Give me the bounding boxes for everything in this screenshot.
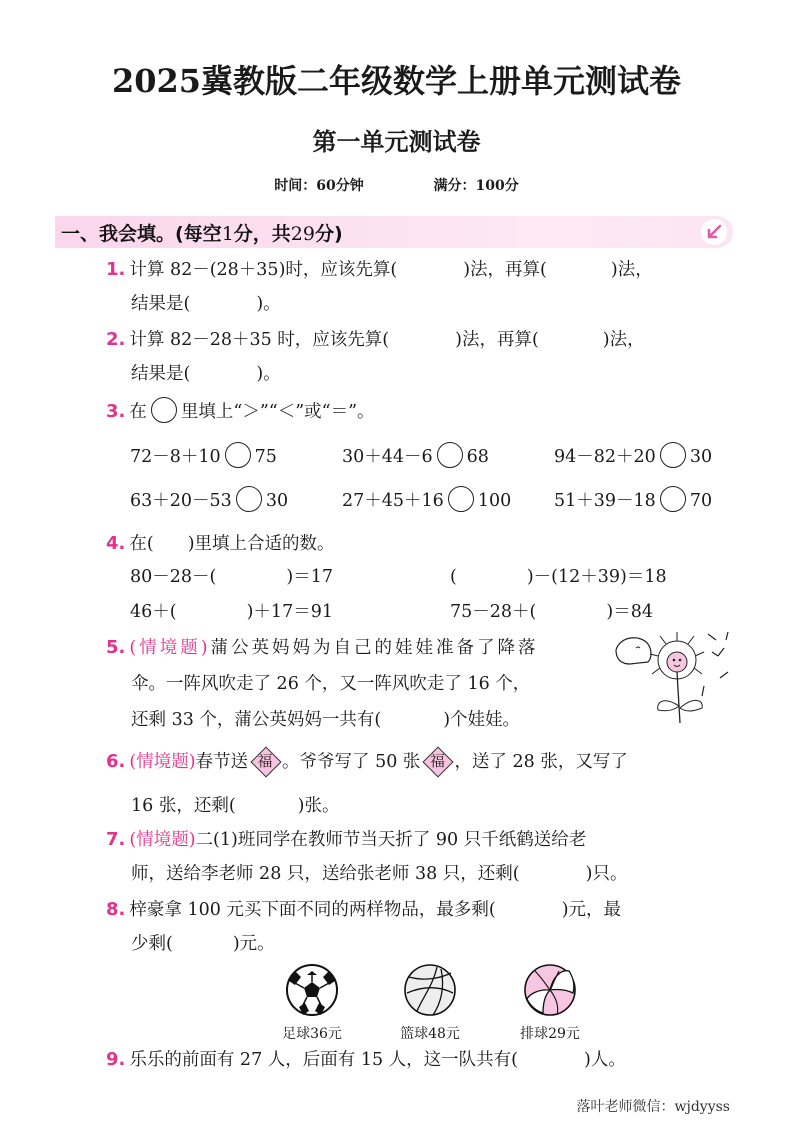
product-label: 排球29元 bbox=[520, 1026, 580, 1042]
fill-item: ( )－(12＋39)＝18 bbox=[450, 567, 667, 587]
fill-item: 75－28＋( )＝84 bbox=[450, 602, 653, 622]
section-title: 一、我会填。(每空1分，共29分) bbox=[61, 223, 343, 245]
product-label: 篮球48元 bbox=[400, 1026, 460, 1042]
page-title: 2025冀教版二年级数学上册单元测试卷 bbox=[111, 62, 682, 100]
scenario-tag: (情境题) bbox=[129, 752, 196, 772]
question-7: 7. (情境题)二(1)班同学在教师节当天折了 90 只千纸鹤送给老 bbox=[106, 829, 587, 850]
compare-item: 72－8＋10 75 bbox=[130, 442, 277, 472]
page-subtitle: 第一单元测试卷 bbox=[312, 127, 481, 156]
compare-circle[interactable] bbox=[448, 486, 474, 512]
question-7-line-2: 师，送给李老师 28 只，送给张老师 38 只，还剩( )只。 bbox=[131, 864, 628, 884]
compare-item: 94－82＋20 30 bbox=[554, 442, 712, 472]
question-9: 9. 乐乐的前面有 27 人，后面有 15 人，这一队共有( )人。 bbox=[106, 1049, 626, 1070]
fu-diamond-icon: 福 bbox=[250, 746, 280, 776]
question-1-line-2: 结果是( )。 bbox=[131, 294, 281, 314]
compare-circle[interactable] bbox=[660, 486, 686, 512]
question-4: 4. 在( )里填上合适的数。 bbox=[106, 533, 335, 554]
compare-circle[interactable] bbox=[660, 442, 686, 468]
compare-item: 30＋44－6 68 bbox=[342, 442, 489, 472]
question-2-line-2: 结果是( )。 bbox=[131, 364, 281, 384]
question-5-line-2: 伞。一阵风吹走了 26 个，又一阵风吹走了 16 个， bbox=[131, 674, 531, 694]
volleyball-icon bbox=[523, 963, 577, 1017]
compare-item: 27＋45＋16 100 bbox=[342, 486, 511, 516]
question-6: 6. (情境题)春节送 福 。爷爷写了 50 张 福 ，送了 28 张，又写了 bbox=[106, 744, 628, 780]
time-label: 时间：60分钟 bbox=[274, 178, 364, 194]
question-5-line-3: 还剩 33 个，蒲公英妈妈一共有( )个娃娃。 bbox=[131, 710, 521, 730]
scenario-tag: (情境题) bbox=[129, 830, 196, 850]
question-8: 8. 梓豪拿 100 元买下面不同的两样物品，最多剩( )元，最 bbox=[106, 899, 622, 920]
question-6-line-2: 16 张，还剩( )张。 bbox=[131, 796, 340, 816]
scenario-tag: (情境题) bbox=[129, 638, 211, 658]
question-2: 2. 计算 82－28＋35 时，应该先算( )法，再算( )法， bbox=[106, 329, 645, 350]
circle-icon bbox=[151, 397, 177, 423]
exam-meta bbox=[0, 175, 793, 195]
product-label: 足球36元 bbox=[282, 1026, 342, 1042]
compare-item: 63＋20－53 30 bbox=[130, 486, 288, 516]
score-label: 满分：100分 bbox=[433, 178, 519, 194]
basketball-icon bbox=[403, 963, 457, 1017]
compare-circle[interactable] bbox=[225, 442, 251, 468]
pencil-arrow-icon bbox=[701, 219, 727, 245]
product-soccer bbox=[272, 963, 352, 1043]
dandelion-icon bbox=[612, 628, 737, 727]
question-3: 3. 在 里填上“＞”“＜”或“＝”。 bbox=[106, 394, 375, 430]
question-1: 1. 计算 82－(28＋35)时，应该先算( )法，再算( )法， bbox=[106, 259, 653, 280]
section-header bbox=[55, 216, 733, 248]
compare-circle[interactable] bbox=[236, 486, 262, 512]
compare-circle[interactable] bbox=[437, 442, 463, 468]
question-8-line-2: 少剩( )元。 bbox=[131, 934, 275, 954]
compare-item: 51＋39－18 70 bbox=[554, 486, 712, 516]
soccer-ball-icon bbox=[285, 963, 339, 1017]
product-basketball bbox=[390, 963, 470, 1043]
fill-item: 46＋( )＋17＝91 bbox=[130, 602, 333, 622]
fill-item: 80－28－( )＝17 bbox=[130, 567, 333, 587]
fu-diamond-icon: 福 bbox=[422, 746, 452, 776]
question-5: 5. (情境题)蒲公英妈妈为自己的娃娃准备了降落 bbox=[106, 637, 539, 658]
watermark: 落叶老师微信：wjdyyss bbox=[576, 1099, 730, 1115]
product-volleyball bbox=[510, 963, 590, 1043]
